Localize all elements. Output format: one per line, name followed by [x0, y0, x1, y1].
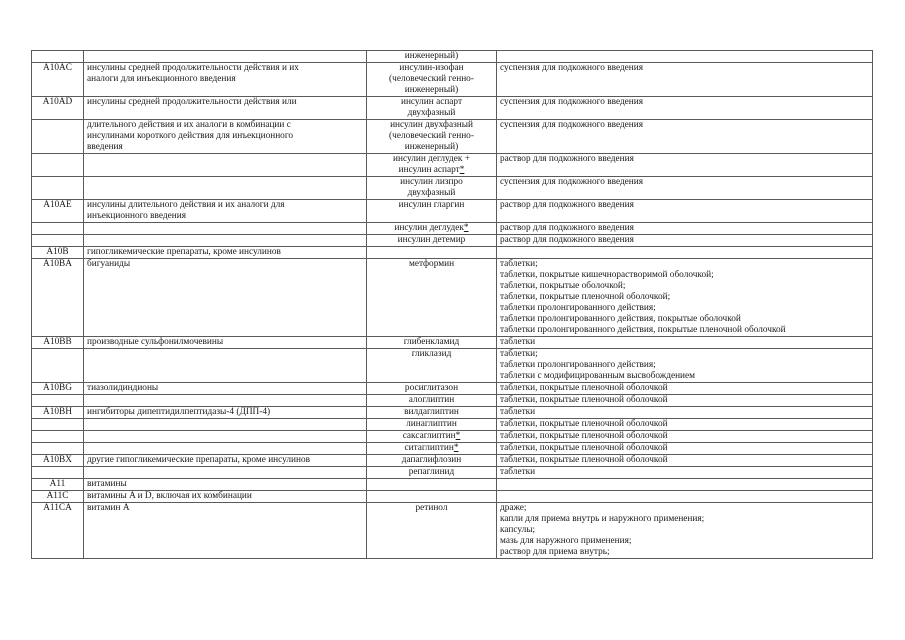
dosage-forms-cell	[497, 503, 873, 559]
drug-inn-line: инсулин аспарт	[400, 97, 463, 107]
atc-code-cell	[32, 63, 84, 97]
dosage-forms-line: суспензия для подкожного введения	[500, 177, 644, 187]
dosage-forms-cell	[497, 154, 873, 177]
drug-inn-line: инсулин детемир	[397, 235, 466, 245]
drug-inn-line: инсулин деглудек +	[393, 154, 470, 164]
anatomic-therapeutic-group-line: гипогликемические препараты, кроме инсулинов	[87, 247, 281, 257]
dosage-forms-cell	[497, 337, 873, 349]
table-row	[32, 200, 873, 223]
dosage-forms-line: таблетки пролонгированного действия;	[500, 360, 656, 370]
dosage-forms-line: таблетки, покрытые оболочкой;	[500, 281, 626, 291]
atc-code-cell	[32, 395, 84, 407]
atc-code-line: A10BA	[43, 259, 72, 269]
anatomic-therapeutic-group-cell	[84, 200, 367, 223]
drug-inn-cell	[367, 419, 497, 431]
anatomic-therapeutic-group-line: другие гипогликемические препараты, кроме инсулинов	[87, 455, 311, 465]
dosage-forms-cell	[497, 200, 873, 223]
table-row	[32, 491, 873, 503]
atc-code-line: A11C	[46, 491, 69, 501]
dosage-forms-cell	[497, 177, 873, 200]
atc-code-cell	[32, 431, 84, 443]
drug-inn-line: метформин	[408, 259, 455, 269]
anatomic-therapeutic-group-cell	[84, 223, 367, 235]
anatomic-therapeutic-group-line: инъекционного введения	[87, 211, 186, 221]
drug-inn-line: ретинол	[415, 503, 448, 513]
dosage-forms-cell	[497, 97, 873, 120]
dosage-forms-line: таблетки, покрытые пленочной оболочкой	[500, 395, 668, 405]
atc-code-cell	[32, 120, 84, 154]
dosage-forms-line: таблетки с модифицированным высвобождением	[500, 371, 696, 381]
anatomic-therapeutic-group-line: аналоги для инъекционного введения	[87, 74, 236, 84]
anatomic-therapeutic-group-cell	[84, 467, 367, 479]
table-row	[32, 479, 873, 491]
anatomic-therapeutic-group-line: введения	[87, 142, 123, 152]
anatomic-therapeutic-group-cell	[84, 383, 367, 395]
dosage-forms-line: суспензия для подкожного введения	[500, 63, 644, 73]
dosage-forms-cell	[497, 247, 873, 259]
drug-inn-line: инсулин гларгин	[398, 200, 465, 210]
drug-inn-line: инсулин аспарт*	[398, 165, 465, 175]
anatomic-therapeutic-group-line: ингибиторы дипептидилпептидазы-4 (ДПП-4)	[87, 407, 271, 417]
atc-code-line: A10BG	[43, 383, 72, 393]
anatomic-therapeutic-group-cell	[84, 407, 367, 419]
atc-code-cell	[32, 200, 84, 223]
drug-inn-cell	[367, 51, 497, 63]
drug-inn-cell	[367, 63, 497, 97]
drug-inn-line: глибенкламид	[403, 337, 460, 347]
drug-inn-cell	[367, 455, 497, 467]
atc-code-cell	[32, 223, 84, 235]
dosage-forms-cell	[497, 455, 873, 467]
anatomic-therapeutic-group-cell	[84, 349, 367, 383]
anatomic-therapeutic-group-cell	[84, 337, 367, 349]
drug-inn-line: линаглиптин	[406, 419, 457, 429]
table-row	[32, 455, 873, 467]
drug-inn-cell	[367, 247, 497, 259]
anatomic-therapeutic-group-cell	[84, 235, 367, 247]
anatomic-therapeutic-group-cell	[84, 177, 367, 200]
atc-code-cell	[32, 247, 84, 259]
dosage-forms-line: капли для приема внутрь и наружного применения;	[500, 514, 705, 524]
drug-inn-line: инсулин двухфазный	[390, 120, 473, 130]
dosage-forms-line: раствор для подкожного введения	[500, 223, 634, 233]
drug-inn-cell	[367, 177, 497, 200]
table-row	[32, 51, 873, 63]
drug-inn-cell	[367, 97, 497, 120]
dosage-forms-cell	[497, 383, 873, 395]
atc-code-line: A10AD	[42, 97, 73, 107]
anatomic-therapeutic-group-line: витамин A	[87, 503, 130, 513]
atc-code-cell	[32, 349, 84, 383]
drug-inn-cell	[367, 395, 497, 407]
anatomic-therapeutic-group-cell	[84, 97, 367, 120]
dosage-forms-line: таблетки;	[500, 349, 538, 359]
table-row	[32, 407, 873, 419]
anatomic-therapeutic-group-cell	[84, 431, 367, 443]
drug-table-body	[32, 51, 873, 559]
dosage-forms-cell	[497, 51, 873, 63]
atc-code-cell	[32, 154, 84, 177]
dosage-forms-cell	[497, 259, 873, 337]
table-row	[32, 467, 873, 479]
dosage-forms-cell	[497, 63, 873, 97]
drug-inn-line: алоглиптин	[408, 395, 455, 405]
dosage-forms-line: раствор для приема внутрь;	[500, 547, 610, 557]
dosage-forms-line: капсулы;	[500, 525, 536, 535]
atc-code-cell	[32, 407, 84, 419]
drug-inn-cell	[367, 259, 497, 337]
dosage-forms-line: драже;	[500, 503, 527, 513]
table-row	[32, 395, 873, 407]
atc-code-cell	[32, 491, 84, 503]
table-row	[32, 177, 873, 200]
dosage-forms-cell	[497, 395, 873, 407]
anatomic-therapeutic-group-cell	[84, 120, 367, 154]
atc-code-cell	[32, 235, 84, 247]
drug-inn-cell	[367, 407, 497, 419]
table-row	[32, 337, 873, 349]
drug-inn-line: инсулин лизпро	[400, 177, 463, 187]
anatomic-therapeutic-group-cell	[84, 247, 367, 259]
table-row	[32, 97, 873, 120]
dosage-forms-line: суспензия для подкожного введения	[500, 97, 644, 107]
atc-code-cell	[32, 259, 84, 337]
drug-inn-line: (человеческий генно-	[389, 74, 474, 84]
drug-inn-cell	[367, 223, 497, 235]
dosage-forms-line: мазь для наружного применения;	[500, 536, 632, 546]
drug-inn-line: инсулин деглудек*	[394, 223, 469, 233]
anatomic-therapeutic-group-cell	[84, 455, 367, 467]
dosage-forms-cell	[497, 223, 873, 235]
atc-code-cell	[32, 455, 84, 467]
atc-code-cell	[32, 383, 84, 395]
drug-inn-cell	[367, 337, 497, 349]
dosage-forms-line: раствор для подкожного введения	[500, 154, 634, 164]
anatomic-therapeutic-group-line: инсулинами короткого действия для инъекционного	[87, 131, 294, 141]
atc-code-line: A11CA	[43, 503, 72, 513]
dosage-forms-line: таблетки, покрытые пленочной оболочкой	[500, 419, 668, 429]
atc-code-cell	[32, 51, 84, 63]
drug-inn-line: двухфазный	[407, 108, 456, 118]
anatomic-therapeutic-group-line: длительного действия и их аналоги в комбинации с	[87, 120, 291, 130]
table-row	[32, 349, 873, 383]
dosage-forms-line: раствор для подкожного введения	[500, 200, 634, 210]
drug-inn-line: инженерный)	[404, 142, 459, 152]
atc-code-cell	[32, 467, 84, 479]
table-row	[32, 154, 873, 177]
dosage-forms-cell	[497, 491, 873, 503]
atc-code-cell	[32, 97, 84, 120]
drug-inn-cell	[367, 503, 497, 559]
drug-inn-cell	[367, 431, 497, 443]
dosage-forms-line: таблетки	[500, 337, 536, 347]
drug-inn-line: двухфазный	[407, 188, 456, 198]
dosage-forms-cell	[497, 443, 873, 455]
atc-code-line: A11	[49, 479, 66, 489]
drug-inn-cell	[367, 467, 497, 479]
drug-inn-line: саксаглиптин*	[402, 431, 461, 441]
dosage-forms-cell	[497, 467, 873, 479]
anatomic-therapeutic-group-cell	[84, 63, 367, 97]
drug-inn-line: вилдаглиптин	[404, 407, 459, 417]
atc-code-cell	[32, 443, 84, 455]
table-row	[32, 120, 873, 154]
table-row	[32, 383, 873, 395]
anatomic-therapeutic-group-cell	[84, 443, 367, 455]
dosage-forms-line: таблетки пролонгированного действия, покрытые пленочной оболочкой	[500, 325, 786, 335]
atc-code-line: A10B	[46, 247, 69, 257]
anatomic-therapeutic-group-line: инсулины средней продолжительности действия и их	[87, 63, 299, 73]
dosage-forms-line: раствор для подкожного введения	[500, 235, 634, 245]
dosage-forms-line: таблетки пролонгированного действия;	[500, 303, 656, 313]
dosage-forms-cell	[497, 120, 873, 154]
anatomic-therapeutic-group-cell	[84, 395, 367, 407]
drug-inn-cell	[367, 383, 497, 395]
dosage-forms-line: таблетки, покрытые пленочной оболочкой	[500, 443, 668, 453]
dosage-forms-cell	[497, 479, 873, 491]
dosage-forms-cell	[497, 431, 873, 443]
atc-code-cell	[32, 337, 84, 349]
anatomic-therapeutic-group-line: производные сульфонилмочевины	[87, 337, 224, 347]
drug-inn-cell	[367, 443, 497, 455]
anatomic-therapeutic-group-cell	[84, 479, 367, 491]
anatomic-therapeutic-group-line: бигуаниды	[87, 259, 131, 269]
drug-inn-line: инженерный)	[404, 85, 459, 95]
atc-code-cell	[32, 177, 84, 200]
atc-code-cell	[32, 419, 84, 431]
anatomic-therapeutic-group-line: витамины A и D, включая их комбинации	[87, 491, 252, 501]
drug-inn-line: ситаглиптин*	[404, 443, 459, 453]
atc-code-cell	[32, 503, 84, 559]
anatomic-therapeutic-group-line: тиазолидиндионы	[87, 383, 159, 393]
dosage-forms-line: таблетки, покрытые пленочной оболочкой;	[500, 292, 671, 302]
table-row	[32, 247, 873, 259]
anatomic-therapeutic-group-line: витамины	[87, 479, 127, 489]
table-row	[32, 259, 873, 337]
dosage-forms-line: таблетки, покрытые пленочной оболочкой	[500, 455, 668, 465]
atc-code-cell	[32, 479, 84, 491]
drug-inn-cell	[367, 154, 497, 177]
drug-inn-line: инженерный)	[404, 51, 459, 61]
drug-inn-cell	[367, 235, 497, 247]
dosage-forms-line: таблетки	[500, 407, 536, 417]
anatomic-therapeutic-group-cell	[84, 419, 367, 431]
dosage-forms-line: таблетки, покрытые кишечнорастворимой оболочкой;	[500, 270, 714, 280]
table-row	[32, 503, 873, 559]
dosage-forms-line: таблетки	[500, 467, 536, 477]
anatomic-therapeutic-group-cell	[84, 491, 367, 503]
drug-inn-cell	[367, 200, 497, 223]
atc-code-line: A10AC	[43, 63, 72, 73]
atc-code-line: A10BX	[43, 455, 72, 465]
anatomic-therapeutic-group-cell	[84, 154, 367, 177]
table-row	[32, 431, 873, 443]
table-row	[32, 443, 873, 455]
drug-inn-cell	[367, 349, 497, 383]
anatomic-therapeutic-group-line: инсулины длительного действия и их аналоги для	[87, 200, 285, 210]
atc-code-line: A10AE	[43, 200, 72, 210]
drug-inn-cell	[367, 491, 497, 503]
atc-code-line: A10BH	[43, 407, 72, 417]
table-row	[32, 63, 873, 97]
dosage-forms-cell	[497, 235, 873, 247]
drug-inn-line: инсулин-изофан	[399, 63, 464, 73]
dosage-forms-line: таблетки пролонгированного действия, покрытые оболочкой	[500, 314, 741, 324]
drug-inn-line: гликлазид	[411, 349, 452, 359]
dosage-forms-cell	[497, 407, 873, 419]
table-row	[32, 419, 873, 431]
atc-code-line: A10BB	[43, 337, 72, 347]
table-row	[32, 223, 873, 235]
anatomic-therapeutic-group-cell	[84, 51, 367, 63]
drug-inn-line: росиглитазон	[404, 383, 459, 393]
drug-inn-line: репаглинид	[408, 467, 455, 477]
dosage-forms-cell	[497, 349, 873, 383]
anatomic-therapeutic-group-line: инсулины средней продолжительности действия или	[87, 97, 297, 107]
dosage-forms-line: таблетки, покрытые пленочной оболочкой	[500, 431, 668, 441]
dosage-forms-cell	[497, 419, 873, 431]
drug-inn-cell	[367, 479, 497, 491]
anatomic-therapeutic-group-cell	[84, 503, 367, 559]
table-row	[32, 235, 873, 247]
drug-inn-cell	[367, 120, 497, 154]
drug-inn-line: дапаглифлозин	[401, 455, 462, 465]
dosage-forms-line: суспензия для подкожного введения	[500, 120, 644, 130]
drug-table	[31, 50, 873, 559]
drug-inn-line: (человеческий генно-	[389, 131, 474, 141]
dosage-forms-line: таблетки;	[500, 259, 538, 269]
anatomic-therapeutic-group-cell	[84, 259, 367, 337]
dosage-forms-line: таблетки, покрытые пленочной оболочкой	[500, 383, 668, 393]
